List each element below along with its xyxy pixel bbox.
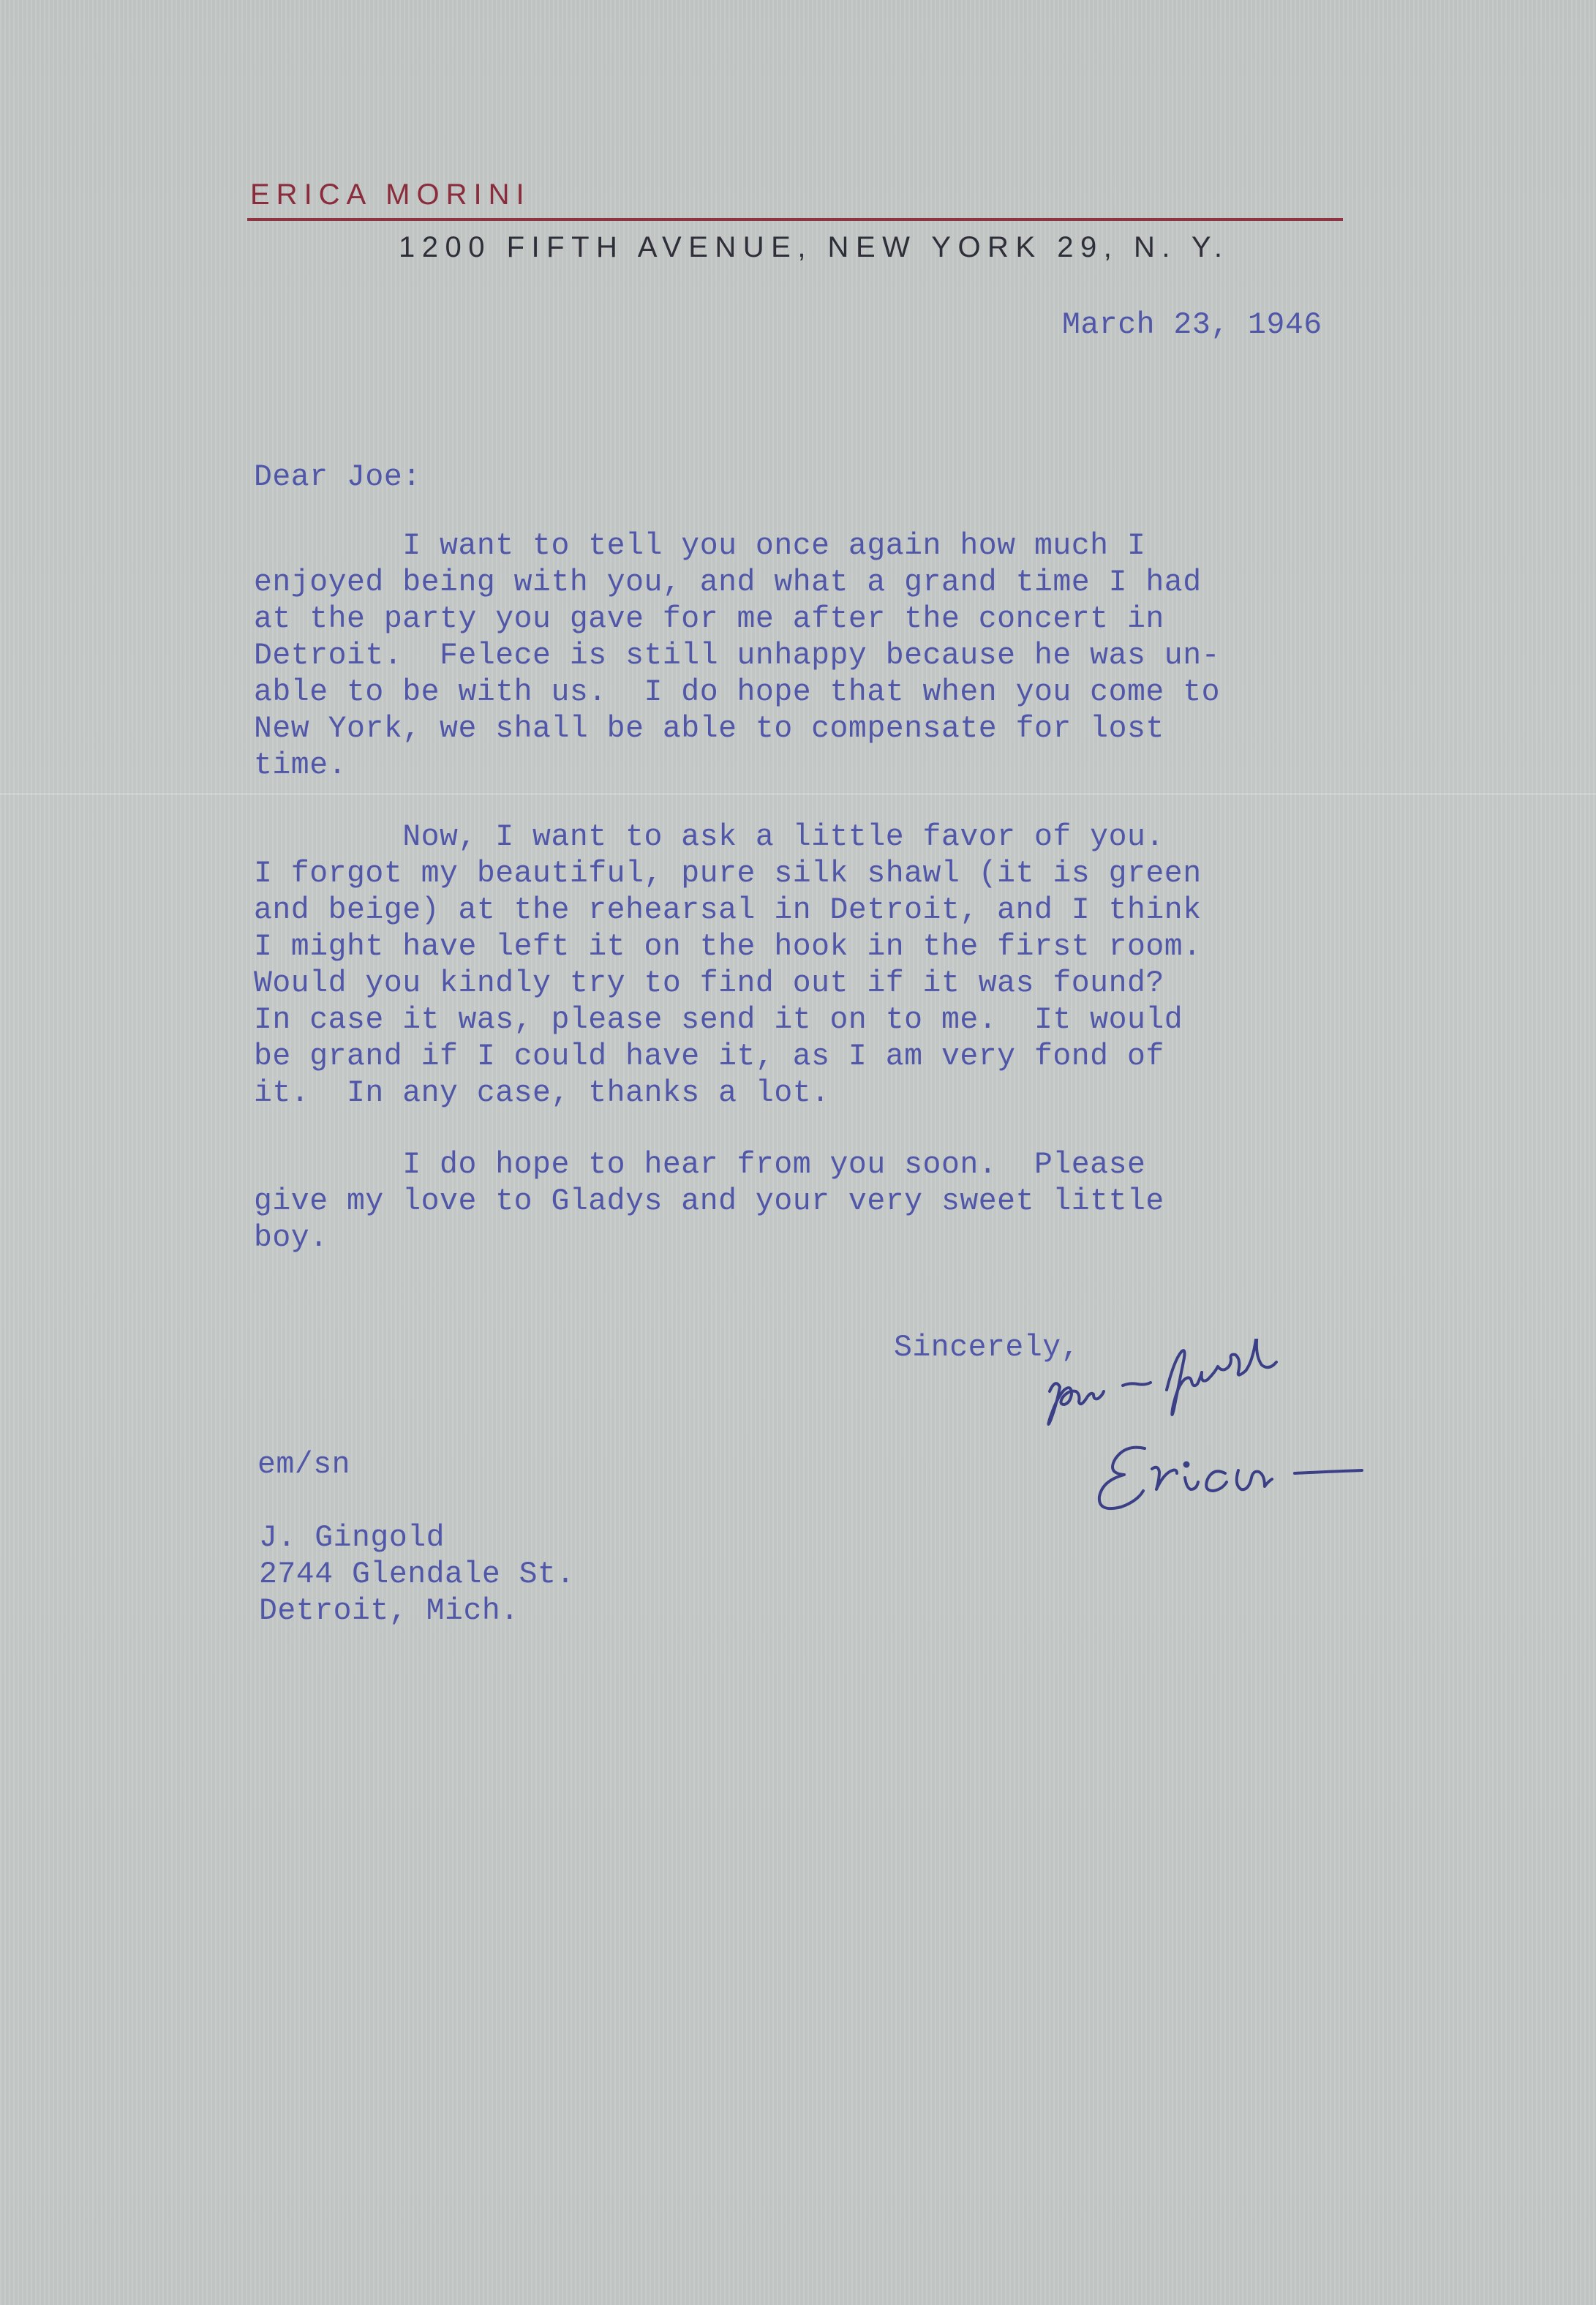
paragraph-line: enjoyed being with you, and what a grand time I had [254, 565, 1202, 600]
letter-date: March 23, 1946 [1062, 308, 1322, 342]
signature-stroke [1048, 1383, 1104, 1424]
signature-stroke [1152, 1467, 1177, 1489]
paragraph-line: be grand if I could have it, as I am very fond of [254, 1039, 1164, 1074]
paragraph-line: boy. [254, 1221, 328, 1255]
paragraph-line: it. In any case, thanks a lot. [254, 1076, 830, 1110]
closing: Sincerely, [894, 1331, 1080, 1365]
paragraph-2 [254, 819, 1202, 1112]
signature-stroke [1123, 1383, 1151, 1385]
paragraph-line: I forgot my beautiful, pure silk shawl (it is green [254, 857, 1202, 891]
paragraph-line: and beige) at the rehearsal in Detroit, and I think [254, 893, 1202, 928]
signature-stroke [1295, 1470, 1362, 1473]
signature-stroke [1099, 1448, 1145, 1509]
paper-fold-line [0, 793, 1596, 795]
paragraph-line: time. [254, 748, 347, 783]
paragraph-line: give my love to Gladys and your very sweet little [254, 1184, 1164, 1219]
letterhead-name: ERICA MORINI [250, 178, 531, 211]
paragraph-line: In case it was, please send it on to me. It would [254, 1003, 1183, 1037]
paragraph-line: New York, we shall be able to compensate for lost [254, 712, 1164, 746]
paragraph-line: I do hope to hear from you soon. Please [254, 1148, 1146, 1182]
signature-stroke [1167, 1339, 1276, 1415]
letterhead-address: 1200 FIFTH AVENUE, NEW YORK 29, N. Y. [399, 231, 1230, 263]
reference-initials: em/sn [257, 1448, 351, 1482]
letterhead-rule [247, 218, 1343, 221]
signature-dot [1185, 1463, 1189, 1467]
signature-stroke [1206, 1471, 1227, 1491]
paragraph-line: Would you kindly try to find out if it was found? [254, 966, 1164, 1001]
paragraph-line: Detroit. Felece is still unhappy because he was un- [254, 639, 1221, 673]
paragraph-line: I want to tell you once again how much I [254, 529, 1146, 563]
paragraph-1 [254, 528, 1220, 784]
handwritten-signature [1035, 1339, 1452, 1529]
recipient-address [259, 1520, 575, 1630]
signature-stroke [1237, 1470, 1272, 1489]
recipient-street: 2744 Glendale St. [259, 1557, 575, 1592]
paragraph-line: at the party you gave for me after the concert in [254, 602, 1164, 636]
paragraph-line: Now, I want to ask a little favor of you. [254, 820, 1164, 854]
salutation: Dear Joe: [254, 460, 421, 495]
recipient-city: Detroit, Mich. [259, 1594, 519, 1628]
paragraph-line: able to be with us. I do hope that when you come to [254, 675, 1221, 710]
paragraph-line: I might have left it on the hook in the first room. [254, 930, 1202, 964]
signature-stroke [1185, 1478, 1198, 1489]
recipient-name: J. Gingold [259, 1521, 445, 1555]
paragraph-3 [254, 1147, 1164, 1257]
